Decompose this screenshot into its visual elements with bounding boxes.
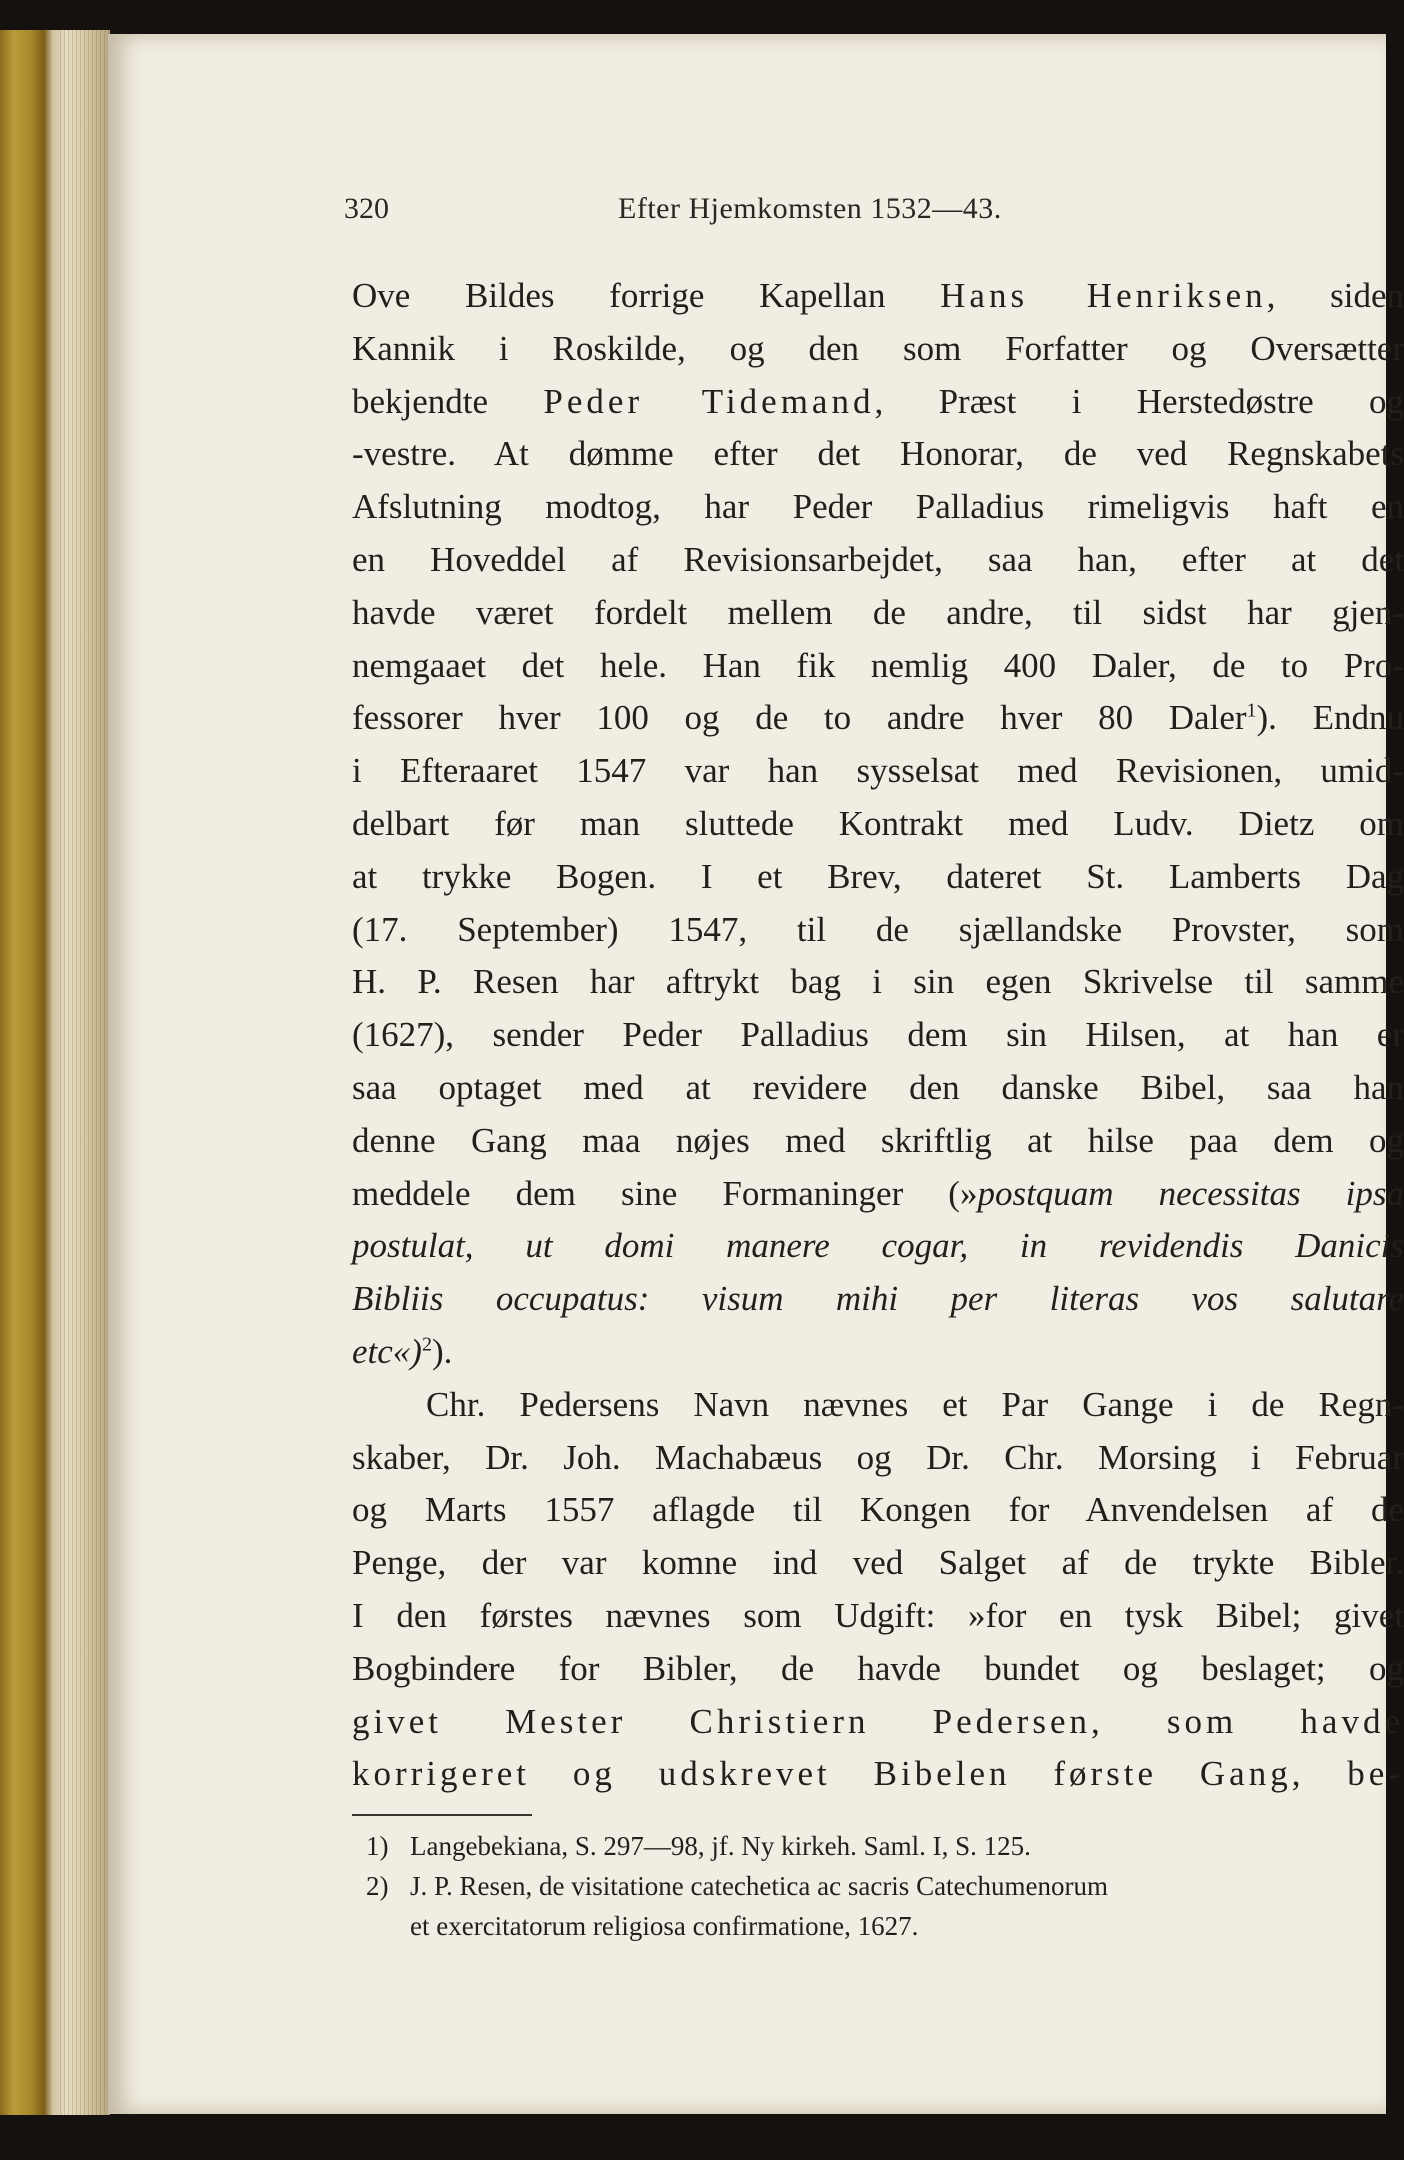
text-line: og Marts 1557 aflagde til Kongen for Anvendelsen af de (352, 1490, 1404, 1530)
text-line: nemgaaet det hele. Han fik nemlig 400 Daler, de to Pro- (352, 645, 1404, 685)
footnote-2 (352, 1866, 1404, 1906)
footnote-divider (352, 1814, 532, 1816)
text-segment: ). Endnu (1256, 698, 1404, 738)
footnote-marker: 1) (366, 1831, 389, 1861)
text-line: en Hoveddel af Revisionsarbejdet, saa han, efter at det (352, 539, 1404, 579)
latin-quote: Bibliis occupatus: visum mihi per literas vos salutare (352, 1279, 1404, 1319)
text-line (352, 1273, 1404, 1326)
page-number: 320 (344, 192, 389, 225)
text-line: denne Gang maa nøjes med skriftlig at hilse paa dem og (352, 1120, 1404, 1160)
footnote-text: Langebekiana, S. 297—98, jf. Ny kirkeh. Saml. I, S. 125. (410, 1831, 1031, 1861)
text-line: havde været fordelt mellem de andre, til sidst har gjen- (352, 592, 1404, 632)
text-line: H. P. Resen har aftrykt bag i sin egen Skrivelse til samme (352, 962, 1404, 1002)
text-line: i Efteraaret 1547 var han sysselsat med Revisionen, umid- (352, 751, 1404, 791)
body-text (352, 270, 1404, 1801)
text-line: saa optaget med at revidere den danske Bibel, saa han (352, 1067, 1404, 1107)
footnote-text: J. P. Resen, de visitatione catechetica ac sacris Catechumenorum (410, 1871, 1109, 1901)
text-line: Afslutning modtog, har Peder Palladius rimeligvis haft en (352, 487, 1404, 527)
text-line: (1627), sender Peder Palladius dem sin Hilsen, at han er (352, 1015, 1404, 1055)
text-line (352, 1220, 1404, 1273)
text-line (352, 692, 1404, 745)
text-line: Kannik i Roskilde, og den som Forfatter og Oversætter (352, 328, 1404, 368)
text-segment: (» (948, 1173, 978, 1213)
page-header (108, 192, 1184, 232)
book-page (108, 34, 1404, 2114)
text-line: korrigeret og udskrevet Bibelen første Gang, be- (352, 1754, 1404, 1794)
latin-quote: postquam necessitas ipsa (977, 1173, 1404, 1213)
text-line: -vestre. At dømme efter det Honorar, de ved Regnskabets (352, 434, 1404, 474)
text-line: givet Mester Christiern Pedersen, som havde (352, 1701, 1404, 1741)
text-segment: fessorer hver 100 og de to andre hver 80 Daler (352, 698, 1247, 738)
footnote-marker: 2) (366, 1871, 389, 1901)
book-binding-edge (0, 30, 110, 2115)
latin-quote: postulat, ut domi manere cogar, in revidendis Danicis (352, 1226, 1404, 1266)
footnote-ref: 1 (1246, 699, 1257, 722)
footnote-2-continued: et exercitatorum religiosa confirmatione, 1627. (410, 1911, 919, 1941)
text-line: Ove Bildes forrige Kapellan Hans Henriksen, siden (352, 276, 1404, 315)
text-line (352, 1326, 1404, 1379)
text-line: delbart før man sluttede Kontrakt med Ludv. Dietz om (352, 803, 1404, 843)
text-line: Chr. Pedersens Navn nævnes et Par Gange i de Regn- (426, 1384, 1404, 1424)
text-line: skaber, Dr. Joh. Machabæus og Dr. Chr. Morsing i Februar (352, 1437, 1404, 1477)
text-line: (17. September) 1547, til de sjællandske Provster, som (352, 909, 1404, 949)
text-line: bekjendte Peder Tidemand, Præst i Herstedøstre og (352, 381, 1404, 421)
text-line: meddele dem sine Formaninger (»postquam necessitas ipsa (352, 1173, 1404, 1213)
text-line: at trykke Bogen. I et Brev, dateret St. Lamberts Dag (352, 856, 1404, 896)
footnote-1 (352, 1826, 1404, 1866)
text-line: Penge, der var komne ind ved Salget af de trykte Bibler. (352, 1543, 1404, 1583)
text-segment: ). (431, 1331, 453, 1371)
text-line: Bogbindere for Bibler, de havde bundet og beslaget; og (352, 1648, 1404, 1688)
running-head: Efter Hjemkomsten 1532—43. (618, 192, 1002, 225)
footnotes (352, 1826, 1404, 1946)
latin-quote: etc«) (352, 1331, 422, 1371)
text-line: I den førstes nævnes som Udgift: »for en tysk Bibel; givet (352, 1595, 1404, 1635)
footnote-ref: 2 (421, 1333, 432, 1356)
